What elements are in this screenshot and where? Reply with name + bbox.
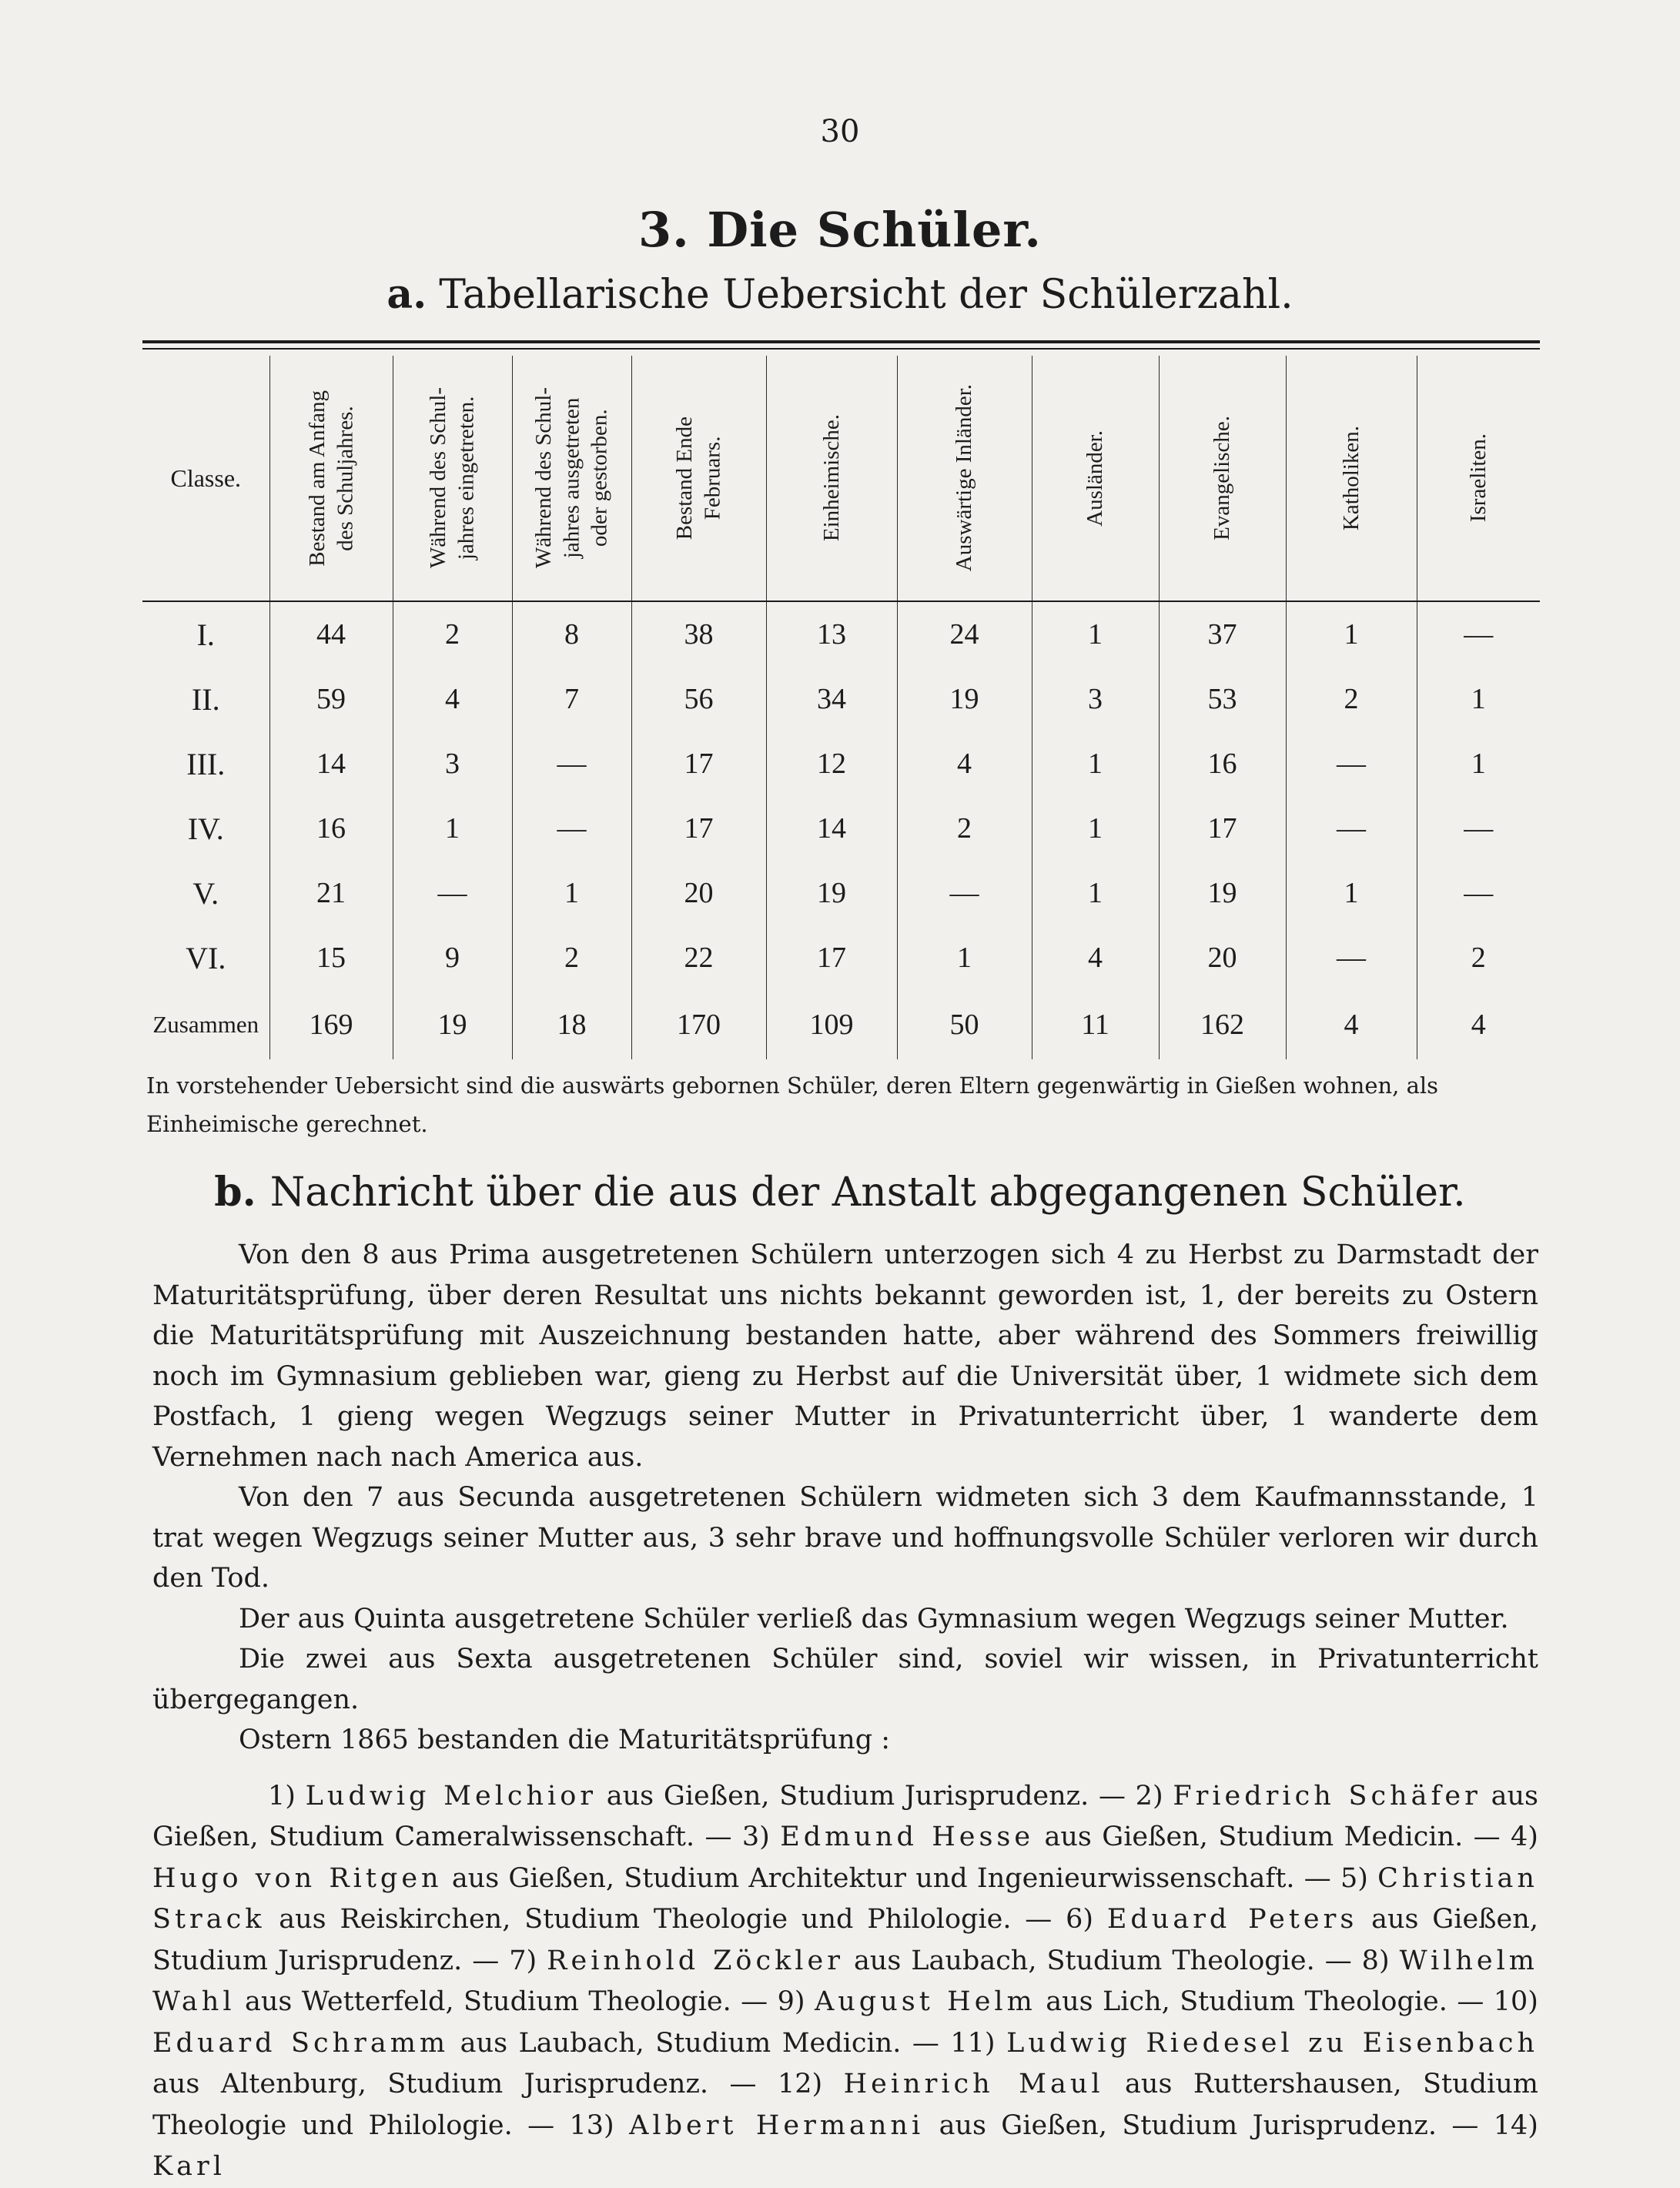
table-row [142, 861, 1540, 925]
table-top-rule [142, 340, 1540, 343]
table-cell: 19 [1159, 861, 1286, 925]
graduate-name: Reinhold Zöckler [547, 1945, 844, 1976]
table-cell: 15 [269, 925, 393, 990]
table-cell: — [512, 796, 631, 861]
table-cell: 1 [1417, 731, 1540, 796]
table-cell: 22 [631, 925, 766, 990]
table-cell: 2 [1286, 667, 1417, 731]
graduate-entry: 2) Friedrich Schäfer aus Gießen, Studium Cameralwissenschaft. — [152, 1780, 1538, 1852]
graduate-entry: 7) Reinhold Zöckler aus Laubach, Studium Theologie. — [509, 1945, 1362, 1976]
header-label: Katholiken. [1338, 425, 1364, 531]
table-cell: 38 [631, 601, 766, 667]
departed-section-title: Nachricht über die aus der Anstalt abgegangenen Schüler. [269, 1169, 1466, 1216]
page-number: 30 [820, 114, 860, 149]
graduate-num: 1) [268, 1780, 296, 1812]
table-cell: 9 [393, 925, 512, 990]
table-cell: 4 [897, 731, 1032, 796]
table-total-row [142, 990, 1540, 1059]
table-cell: 56 [631, 667, 766, 731]
graduate-num: 11) [950, 2027, 996, 2059]
graduate-num: 13) [569, 2109, 614, 2141]
table-cell: 17 [631, 731, 766, 796]
table-cell: 19 [766, 861, 897, 925]
graduate-entry: 4) Hugo von Ritgen aus Gießen, Studium Architektur und Ingenieurwissenschaft. — [152, 1822, 1538, 1894]
graduate-name: Heinrich Maul [843, 2069, 1104, 2099]
table-section-mark: a. [387, 271, 427, 318]
section-title: 3. Die Schüler. [638, 202, 1042, 258]
graduate-num: 5) [1340, 1862, 1368, 1894]
header-classe-label: Classe. [170, 463, 242, 492]
header-label: Ausländer. [1083, 430, 1108, 527]
table-cell: 4 [1286, 990, 1417, 1059]
table-cell: — [1286, 925, 1417, 990]
table-cell: 14 [269, 731, 393, 796]
graduate-study: Studium Architektur und Ingenieurwissenschaft [624, 1862, 1287, 1894]
table-cell: 11 [1032, 990, 1159, 1059]
table-cell: 17 [1159, 796, 1286, 861]
table-cell: 3 [393, 731, 512, 796]
graduate-study: Studium Medicin [655, 2027, 893, 2059]
table-cell: 4 [1032, 925, 1159, 990]
table-header-row [142, 356, 1540, 601]
graduate-origin: aus Gießen [451, 1862, 606, 1894]
table-cell: 1 [512, 861, 631, 925]
graduate-num: 14) [1493, 2109, 1538, 2141]
graduate-name: Friedrich Schäfer [1173, 1780, 1481, 1812]
table-cell: 14 [766, 796, 897, 861]
header-col [631, 356, 766, 601]
paragraph: Ostern 1865 bestanden die Maturitätsprüfung : [239, 1725, 891, 1755]
table-cell: 1 [1032, 861, 1159, 925]
table-cell: — [393, 861, 512, 925]
graduate-origin: aus Gießen [939, 2109, 1099, 2141]
header-col [1286, 356, 1417, 601]
table-row [142, 731, 1540, 796]
graduate-name: Albert Hermanni [629, 2109, 925, 2141]
table-cell: 4 [393, 667, 512, 731]
table-cell: — [897, 861, 1032, 925]
graduate-study: Studium Cameralwissenschaft [269, 1822, 686, 1852]
table-cell: — [1286, 796, 1417, 861]
paragraph: Die zwei aus Sexta ausgetretenen Schüler sind, soviel wir wissen, in Privatunterricht übergegangen. [152, 1644, 1538, 1715]
graduate-num: 6) [1066, 1904, 1094, 1935]
table-cell: 2 [512, 925, 631, 990]
header-label: Evangelische. [1210, 416, 1235, 540]
table-cell: — [1417, 601, 1540, 667]
graduate-entry: 6) Eduard Peters aus Gießen, Studium Jurisprudenz. — [152, 1904, 1538, 1976]
table-cell: 162 [1159, 990, 1286, 1059]
graduate-name: Wilhelm Wahl [152, 1945, 1538, 2017]
graduate-origin: aus Reiskirchen [279, 1904, 503, 1935]
graduate-study: Studium Jurisprudenz [779, 1780, 1081, 1812]
paragraph: Von den 7 aus Secunda ausgetretenen Schülern widmeten sich 3 dem Kaufmannsstande, 1 trat wegen Wegzugs seiner Mutter aus, 3 sehr brave und hoffnungsvolle Schüler verloren wir durch den Tod. [152, 1482, 1538, 1594]
table-cell: V. [192, 875, 219, 911]
table-cell: 34 [766, 667, 897, 731]
table-cell: 53 [1159, 667, 1286, 731]
table-cell: 44 [269, 601, 393, 667]
body-text [152, 1235, 1538, 2188]
header-classe [142, 356, 269, 601]
table-cell: 1 [1032, 731, 1159, 796]
graduate-origin: aus Ruttershausen [1125, 2069, 1394, 2099]
header-col [766, 356, 897, 601]
graduate-origin: aus Laubach [853, 1945, 1029, 1976]
table-section-title: Tabellarische Uebersicht der Schülerzahl. [439, 272, 1293, 318]
table-cell: 17 [631, 796, 766, 861]
graduate-num: 4) [1510, 1822, 1538, 1852]
graduate-entry: 9) August Helm aus Lich, Studium Theologie. — [777, 1986, 1494, 2017]
table-cell: 1 [393, 796, 512, 861]
header-label: Bestand Ende Februars. [672, 416, 725, 540]
graduate-study: Studium Jurisprudenz [1122, 2109, 1428, 2141]
table-top-rule-thin [142, 348, 1540, 350]
table-cell: 13 [766, 601, 897, 667]
graduate-study: Studium Theologie und Philologie [152, 2069, 1538, 2141]
graduate-num: 2) [1135, 1780, 1163, 1812]
graduate-entry: 13) Albert Hermanni aus Gießen, Studium Jurisprudenz. — [569, 2109, 1494, 2141]
table-cell: 19 [393, 990, 512, 1059]
graduate-origin: aus Laubach [460, 2027, 636, 2059]
graduate-name: Edmund Hesse [780, 1822, 1035, 1852]
table-cell: 59 [269, 667, 393, 731]
table-cell: 1 [1417, 667, 1540, 731]
table-cell: 170 [631, 990, 766, 1059]
table-cell: IV. [187, 811, 224, 846]
graduate-entry: 12) Heinrich Maul aus Ruttershausen, Studium Theologie und Philologie. — [152, 2069, 1538, 2141]
table-cell: 8 [512, 601, 631, 667]
graduate-study: Studium Theologie [1046, 1945, 1307, 1976]
departed-section-mark: b. [214, 1169, 256, 1216]
table-cell: 37 [1159, 601, 1286, 667]
table-section-heading [0, 271, 1680, 318]
graduate-num: 9) [777, 1986, 805, 2017]
header-col [269, 356, 393, 601]
graduate-num: 3) [741, 1822, 770, 1852]
graduate-origin: aus Gießen [1044, 1822, 1200, 1852]
graduate-study: Studium Jurisprudenz [152, 1945, 454, 1976]
table-cell: I. [196, 617, 215, 652]
table-cell: 3 [1032, 667, 1159, 731]
table-cell: 19 [897, 667, 1032, 731]
graduate-study: Studium Theologie und Philologie [524, 1904, 1003, 1935]
table-cell: 17 [766, 925, 897, 990]
graduate-name: Eduard Peters [1106, 1904, 1358, 1935]
graduate-entry: 1) Ludwig Melchior aus Gießen, Studium Jurisprudenz. — [268, 1780, 1136, 1812]
graduate-study: Studium Jurisprudenz [387, 2069, 700, 2099]
table-cell: 1 [1286, 601, 1417, 667]
table-cell: 21 [269, 861, 393, 925]
graduate-name: Eduard Schramm [152, 2027, 450, 2059]
table-cell: III. [186, 746, 226, 781]
graduate-num: 8) [1361, 1945, 1390, 1976]
graduate-study: Studium Medicin [1218, 1822, 1455, 1852]
table-cell: 1 [897, 925, 1032, 990]
graduates-list [152, 1776, 1538, 2188]
header-label: Während des Schul- jahres eingetreten. [426, 387, 479, 569]
table-cell: Zusammen [152, 1011, 259, 1038]
graduate-origin: aus Gießen [1371, 1904, 1530, 1935]
table-cell: 2 [393, 601, 512, 667]
graduate-entry: 11) Ludwig Riedesel zu Eisenbach aus Altenburg, Studium Jurisprudenz. — [152, 2027, 1538, 2099]
table-cell: 20 [631, 861, 766, 925]
graduate-name: Ludwig Melchior [305, 1780, 597, 1812]
table-cell: 2 [897, 796, 1032, 861]
graduate-origin: aus Gießen [152, 1780, 1538, 1852]
graduate-origin: aus Gießen [606, 1780, 761, 1812]
table-footnote: In vorstehender Uebersicht sind die auswärts gebornen Schüler, deren Eltern gegenwärtig in Gießen wohnen, als Einheimische gerechnet. [146, 1072, 1439, 1137]
graduate-name: August Helm [814, 1986, 1036, 2017]
header-col [393, 356, 512, 601]
header-col [897, 356, 1032, 601]
header-col [1159, 356, 1286, 601]
header-label: Während des Schul- jahres ausgetreten oder gestorben. [531, 387, 612, 569]
table-cell: 1 [1032, 601, 1159, 667]
header-label: Einheimische. [818, 414, 844, 542]
table-row [142, 601, 1540, 667]
table-row [142, 796, 1540, 861]
table-cell: 169 [269, 990, 393, 1059]
table-cell: VI. [186, 940, 226, 975]
graduate-num: 12) [777, 2069, 823, 2099]
table-cell: 20 [1159, 925, 1286, 990]
graduate-origin: aus Altenburg [152, 2069, 358, 2099]
table-cell: 1 [1286, 861, 1417, 925]
departed-section-heading [0, 1169, 1680, 1216]
table-cell: 16 [1159, 731, 1286, 796]
table-cell: II. [191, 681, 220, 717]
graduate-name: Christian Strack [152, 1862, 1538, 1935]
graduate-study: Studium Theologie [464, 1986, 723, 2017]
graduate-study: Studium Theologie [1180, 1986, 1439, 2017]
graduate-name: Hugo von Ritgen [152, 1862, 443, 1894]
paragraph: Von den 8 aus Prima ausgetretenen Schülern unterzogen sich 4 zu Herbst zu Darmstadt der Maturitätsprüfung, über deren Resultat uns nichts bekannt geworden ist, 1, der bereits zu Ostern die Maturitätsprüfung mit Auszeichnung bestanden hatte, aber während des Sommers freiwillig noch im Gymnasium geblieben war, gieng zu Herbst auf die Universität über, 1 widmete sich dem Postfach, 1 gieng wegen Wegzugs seiner Mutter in Privatunterricht über, 1 wanderte dem Vernehmen nach nach America aus. [152, 1240, 1538, 1473]
student-count-table [142, 356, 1540, 1059]
header-label: Israeliten. [1466, 433, 1491, 523]
table-cell: 50 [897, 990, 1032, 1059]
table-cell: 16 [269, 796, 393, 861]
table-cell: 1 [1032, 796, 1159, 861]
table-cell: — [1286, 731, 1417, 796]
graduate-entry: 3) Edmund Hesse aus Gießen, Studium Medicin. — [741, 1822, 1511, 1852]
graduate-num: 10) [1493, 1986, 1538, 2017]
paragraph: Der aus Quinta ausgetretene Schüler verließ das Gymnasium wegen Wegzugs seiner Mutter. [239, 1603, 1509, 1634]
graduate-name: Ludwig Riedesel zu Eisenbach [1006, 2027, 1538, 2059]
table-row [142, 667, 1540, 731]
table-cell: — [1417, 796, 1540, 861]
table-cell: — [512, 731, 631, 796]
header-label: Bestand am Anfang des Schuljahres. [304, 390, 357, 567]
header-col [512, 356, 631, 601]
table-cell: — [1417, 861, 1540, 925]
header-label: Auswärtige Inländer. [952, 384, 977, 572]
graduate-num: 7) [509, 1945, 537, 1976]
table-cell: 4 [1417, 990, 1540, 1059]
header-col [1032, 356, 1159, 601]
table-cell: 7 [512, 667, 631, 731]
table-row [142, 925, 1540, 990]
header-col [1417, 356, 1540, 601]
table-cell: 109 [766, 990, 897, 1059]
table-cell: 24 [897, 601, 1032, 667]
table-cell: 2 [1417, 925, 1540, 990]
graduate-origin: aus Lich [1046, 1986, 1162, 2017]
graduate-entry: 10) Eduard Schramm aus Laubach, Studium Medicin. — [152, 1986, 1538, 2059]
graduate-name: Karl [152, 2151, 226, 2182]
table-cell: 12 [766, 731, 897, 796]
graduate-entry: 5) Christian Strack aus Reiskirchen, Studium Theologie und Philologie. — [152, 1862, 1538, 1935]
table-cell: 18 [512, 990, 631, 1059]
graduate-origin: aus Wetterfeld [244, 1986, 446, 2017]
graduate-entry: 8) Wilhelm Wahl aus Wetterfeld, Studium Theologie. — [152, 1945, 1538, 2017]
